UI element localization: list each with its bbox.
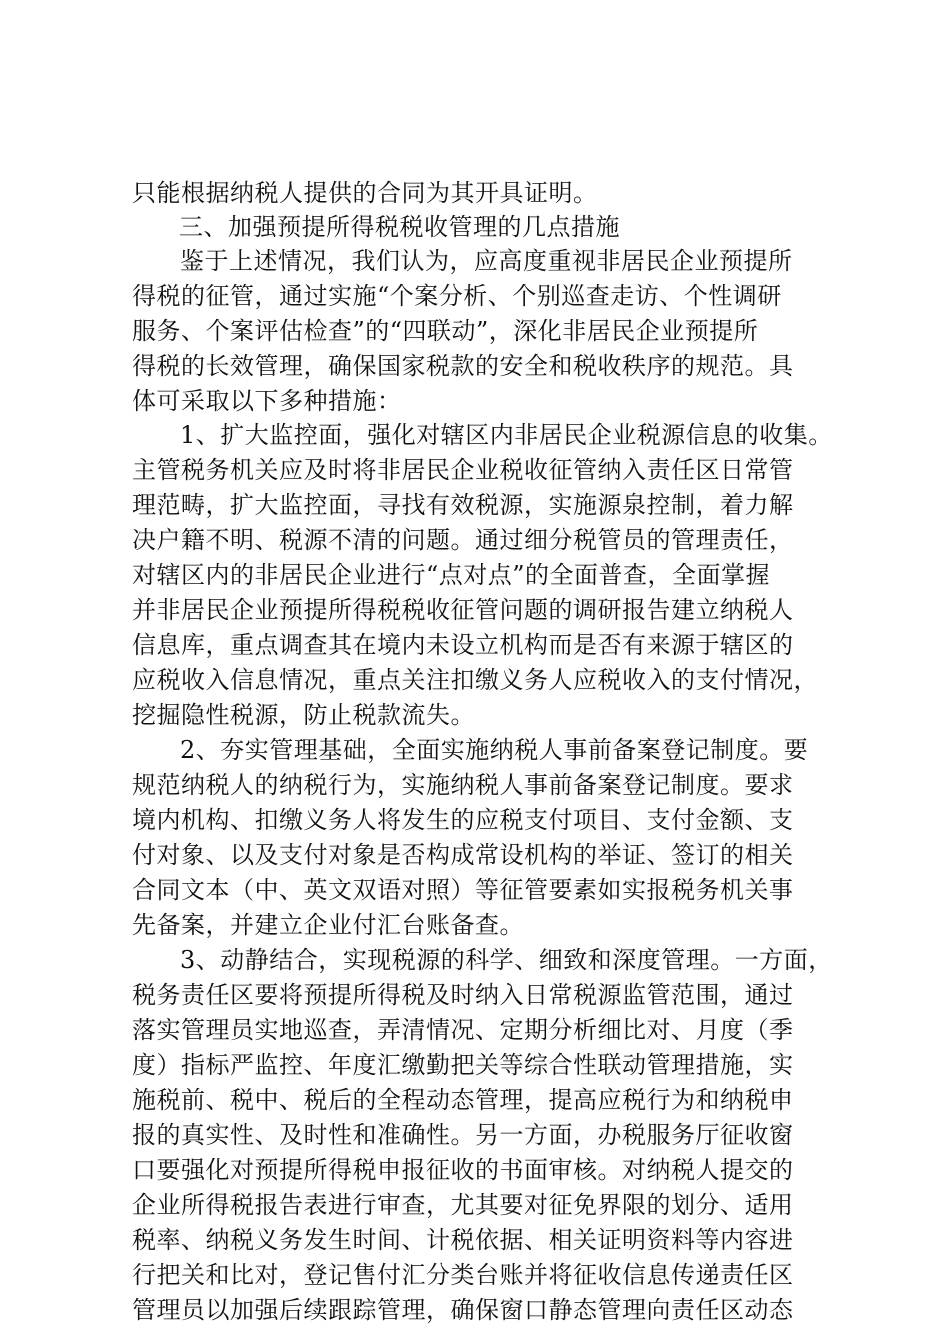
text-line: 规范纳税人的纳税行为，实施纳税人事前备案登记制度。要求	[132, 771, 794, 799]
text-line: 管理员以加强后续跟踪管理，确保窗口静态管理向责任区动态	[132, 1296, 794, 1324]
text-line: 得税的征管，通过实施“个案分析、个别巡查走访、个性调研	[132, 282, 782, 310]
text-line: 对辖区内的非居民企业进行“点对点”的全面普查，全面掌握	[132, 561, 771, 589]
text-line: 境内机构、扣缴义务人将发生的应税支付项目、支付金额、支	[132, 806, 794, 834]
text-line: 税务责任区要将预提所得税及时纳入日常税源监管范围，通过	[132, 981, 794, 1009]
text-line: 信息库，重点调查其在境内未设立机构而是否有来源于辖区的	[132, 631, 794, 659]
text-line: 报的真实性、及时性和准确性。另一方面，办税服务厅征收窗	[132, 1121, 794, 1149]
text-line: 先备案，并建立企业付汇台账备查。	[132, 911, 524, 939]
text-line: 行把关和比对，登记售付汇分类台账并将征收信息传递责任区	[132, 1261, 794, 1289]
section-heading: 三、加强预提所得税税收管理的几点措施	[179, 213, 620, 241]
text-line: 只能根据纳税人提供的合同为其开具证明。	[132, 179, 598, 207]
text-line: 付对象、以及支付对象是否构成常设机构的举证、签订的相关	[132, 841, 794, 869]
text-line: 施税前、税中、税后的全程动态管理，提高应税行为和纳税申	[132, 1086, 794, 1114]
text-line: 度）指标严监控、年度汇缴勤把关等综合性联动管理措施，实	[132, 1051, 794, 1079]
text-line: 应税收入信息情况，重点关注扣缴义务人应税收入的支付情况，	[132, 666, 818, 694]
text-line: 挖掘隐性税源，防止税款流失。	[132, 701, 475, 729]
text-line: 得税的长效管理，确保国家税款的安全和税收秩序的规范。具	[132, 352, 794, 380]
text-line: 企业所得税报告表进行审查，尤其要对征免界限的划分、适用	[132, 1191, 794, 1219]
text-line: 理范畴，扩大监控面，寻找有效税源，实施源泉控制，着力解	[132, 491, 794, 519]
text-line: 口要强化对预提所得税申报征收的书面审核。对纳税人提交的	[132, 1156, 794, 1184]
text-line: 体可采取以下多种措施：	[132, 387, 402, 415]
text-line: 落实管理员实地巡查，弄清情况、定期分析细比对、月度（季	[132, 1016, 794, 1044]
text-line: 决户籍不明、税源不清的问题。通过细分税管员的管理责任，	[132, 526, 794, 554]
text-line: 2、夯实管理基础，全面实施纳税人事前备案登记制度。要	[180, 736, 809, 764]
text-line: 服务、个案评估检查”的“四联动”，深化非居民企业预提所	[132, 317, 759, 345]
text-line: 3、动静结合，实现税源的科学、细致和深度管理。一方面，	[180, 946, 833, 974]
text-line: 并非居民企业预提所得税税收征管问题的调研报告建立纳税人	[132, 596, 794, 624]
text-line: 1、扩大监控面，强化对辖区内非居民企业税源信息的收集。	[180, 421, 833, 449]
text-line: 主管税务机关应及时将非居民企业税收征管纳入责任区日常管	[132, 456, 794, 484]
text-line: 合同文本（中、英文双语对照）等征管要素如实报税务机关事	[132, 876, 794, 904]
text-line: 税率、纳税义务发生时间、计税依据、相关证明资料等内容进	[132, 1226, 794, 1254]
text-line: 鉴于上述情况，我们认为，应高度重视非居民企业预提所	[180, 247, 793, 275]
